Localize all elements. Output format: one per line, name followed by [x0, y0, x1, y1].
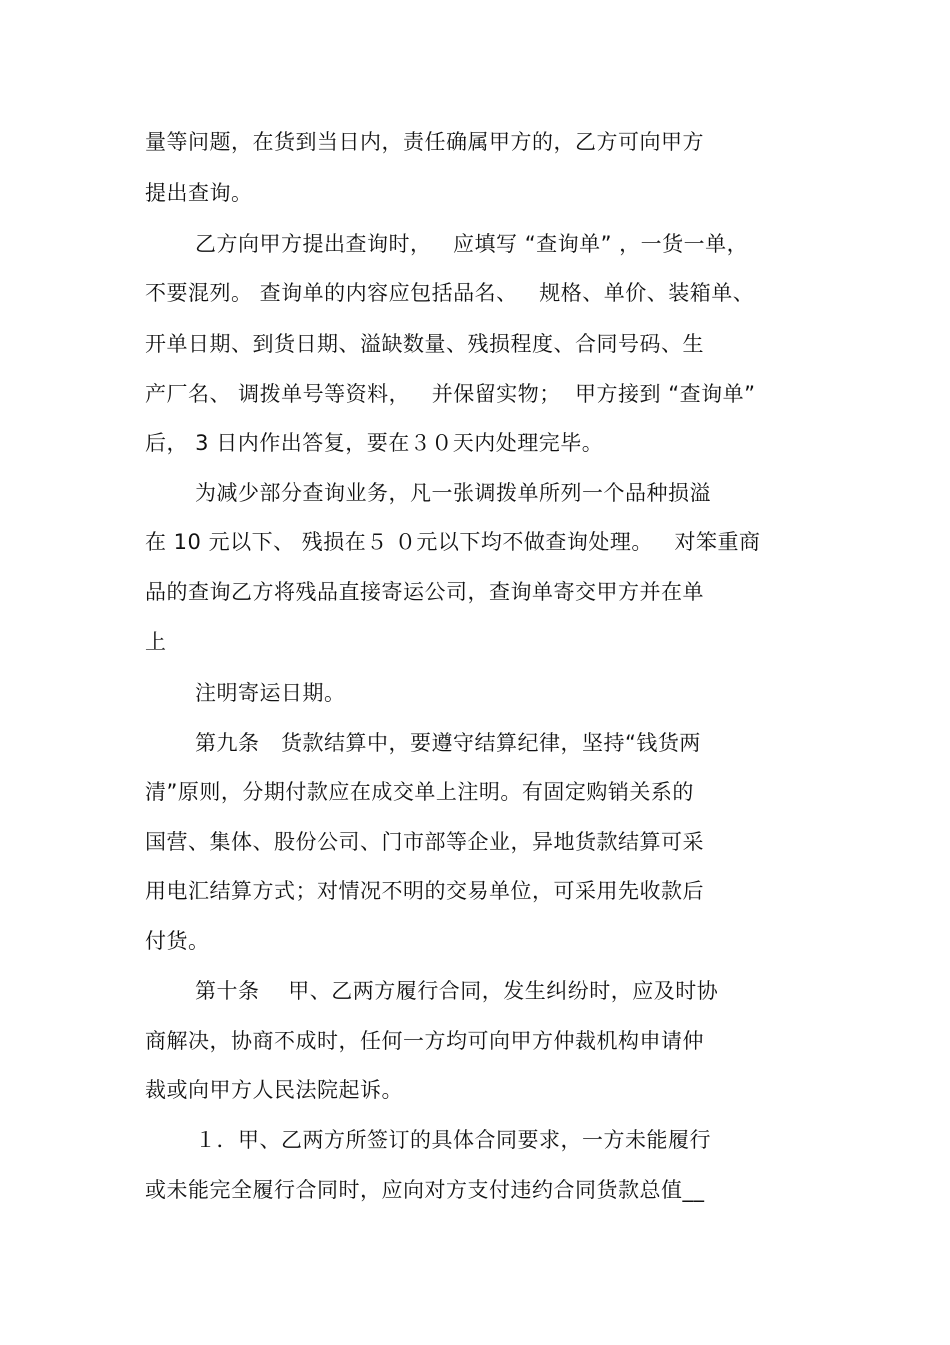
text-line: 注明寄运日期。 — [195, 681, 346, 705]
text-line: 不要混列。 查询单的内容应包括品名、 规格、单价、装箱单、 — [145, 281, 755, 305]
text-line: 上 — [145, 630, 167, 654]
text-line: 提出查询。 — [145, 181, 253, 205]
text-line: 乙方向甲方提出查询时， 应填写 “查询单” ，一货一单， — [195, 232, 749, 256]
text-line: 量等问题，在货到当日内，责任确属甲方的，乙方可向甲方 — [145, 130, 704, 154]
text-line: 或未能完全履行合同时，应向对方支付违约合同货款总值__ — [145, 1178, 705, 1202]
text-line: 品的查询乙方将残品直接寄运公司，查询单寄交甲方并在单 — [145, 580, 704, 604]
text-line: 用电汇结算方式；对情况不明的交易单位，可采用先收款后 — [145, 879, 704, 903]
text-line: 国营、集体、股份公司、门市部等企业，异地货款结算可采 — [145, 830, 704, 854]
text-line: 第十条 甲、乙两方履行合同，发生纠纷时，应及时协 — [195, 979, 719, 1003]
text-line: 产厂名、 调拨单号等资料， 并保留实物； 甲方接到 “查询单” — [145, 382, 756, 406]
text-line: 清”原则，分期付款应在成交单上注明。有固定购销关系的 — [145, 780, 694, 804]
text-line: 开单日期、到货日期、溢缺数量、残损程度、合同号码、生 — [145, 332, 704, 356]
text-line: １．甲、乙两方所签订的具体合同要求，一方未能履行 — [195, 1128, 711, 1152]
text-line: 为减少部分查询业务，凡一张调拨单所列一个品种损溢 — [195, 481, 711, 505]
text-line: 第九条 货款结算中，要遵守结算纪律，坚持“钱货两 — [195, 731, 701, 755]
text-line: 商解决，协商不成时，任何一方均可向甲方仲裁机构申请仲 — [145, 1029, 704, 1053]
text-line: 裁或向甲方人民法院起诉。 — [145, 1078, 403, 1102]
text-line: 在 10 元以下、 残损在５ ０元以下均不做查询处理。 对笨重商 — [145, 530, 761, 554]
text-line: 付货。 — [145, 929, 210, 953]
text-line: 后， 3 日内作出答复，要在３０天内处理完毕。 — [145, 431, 604, 455]
